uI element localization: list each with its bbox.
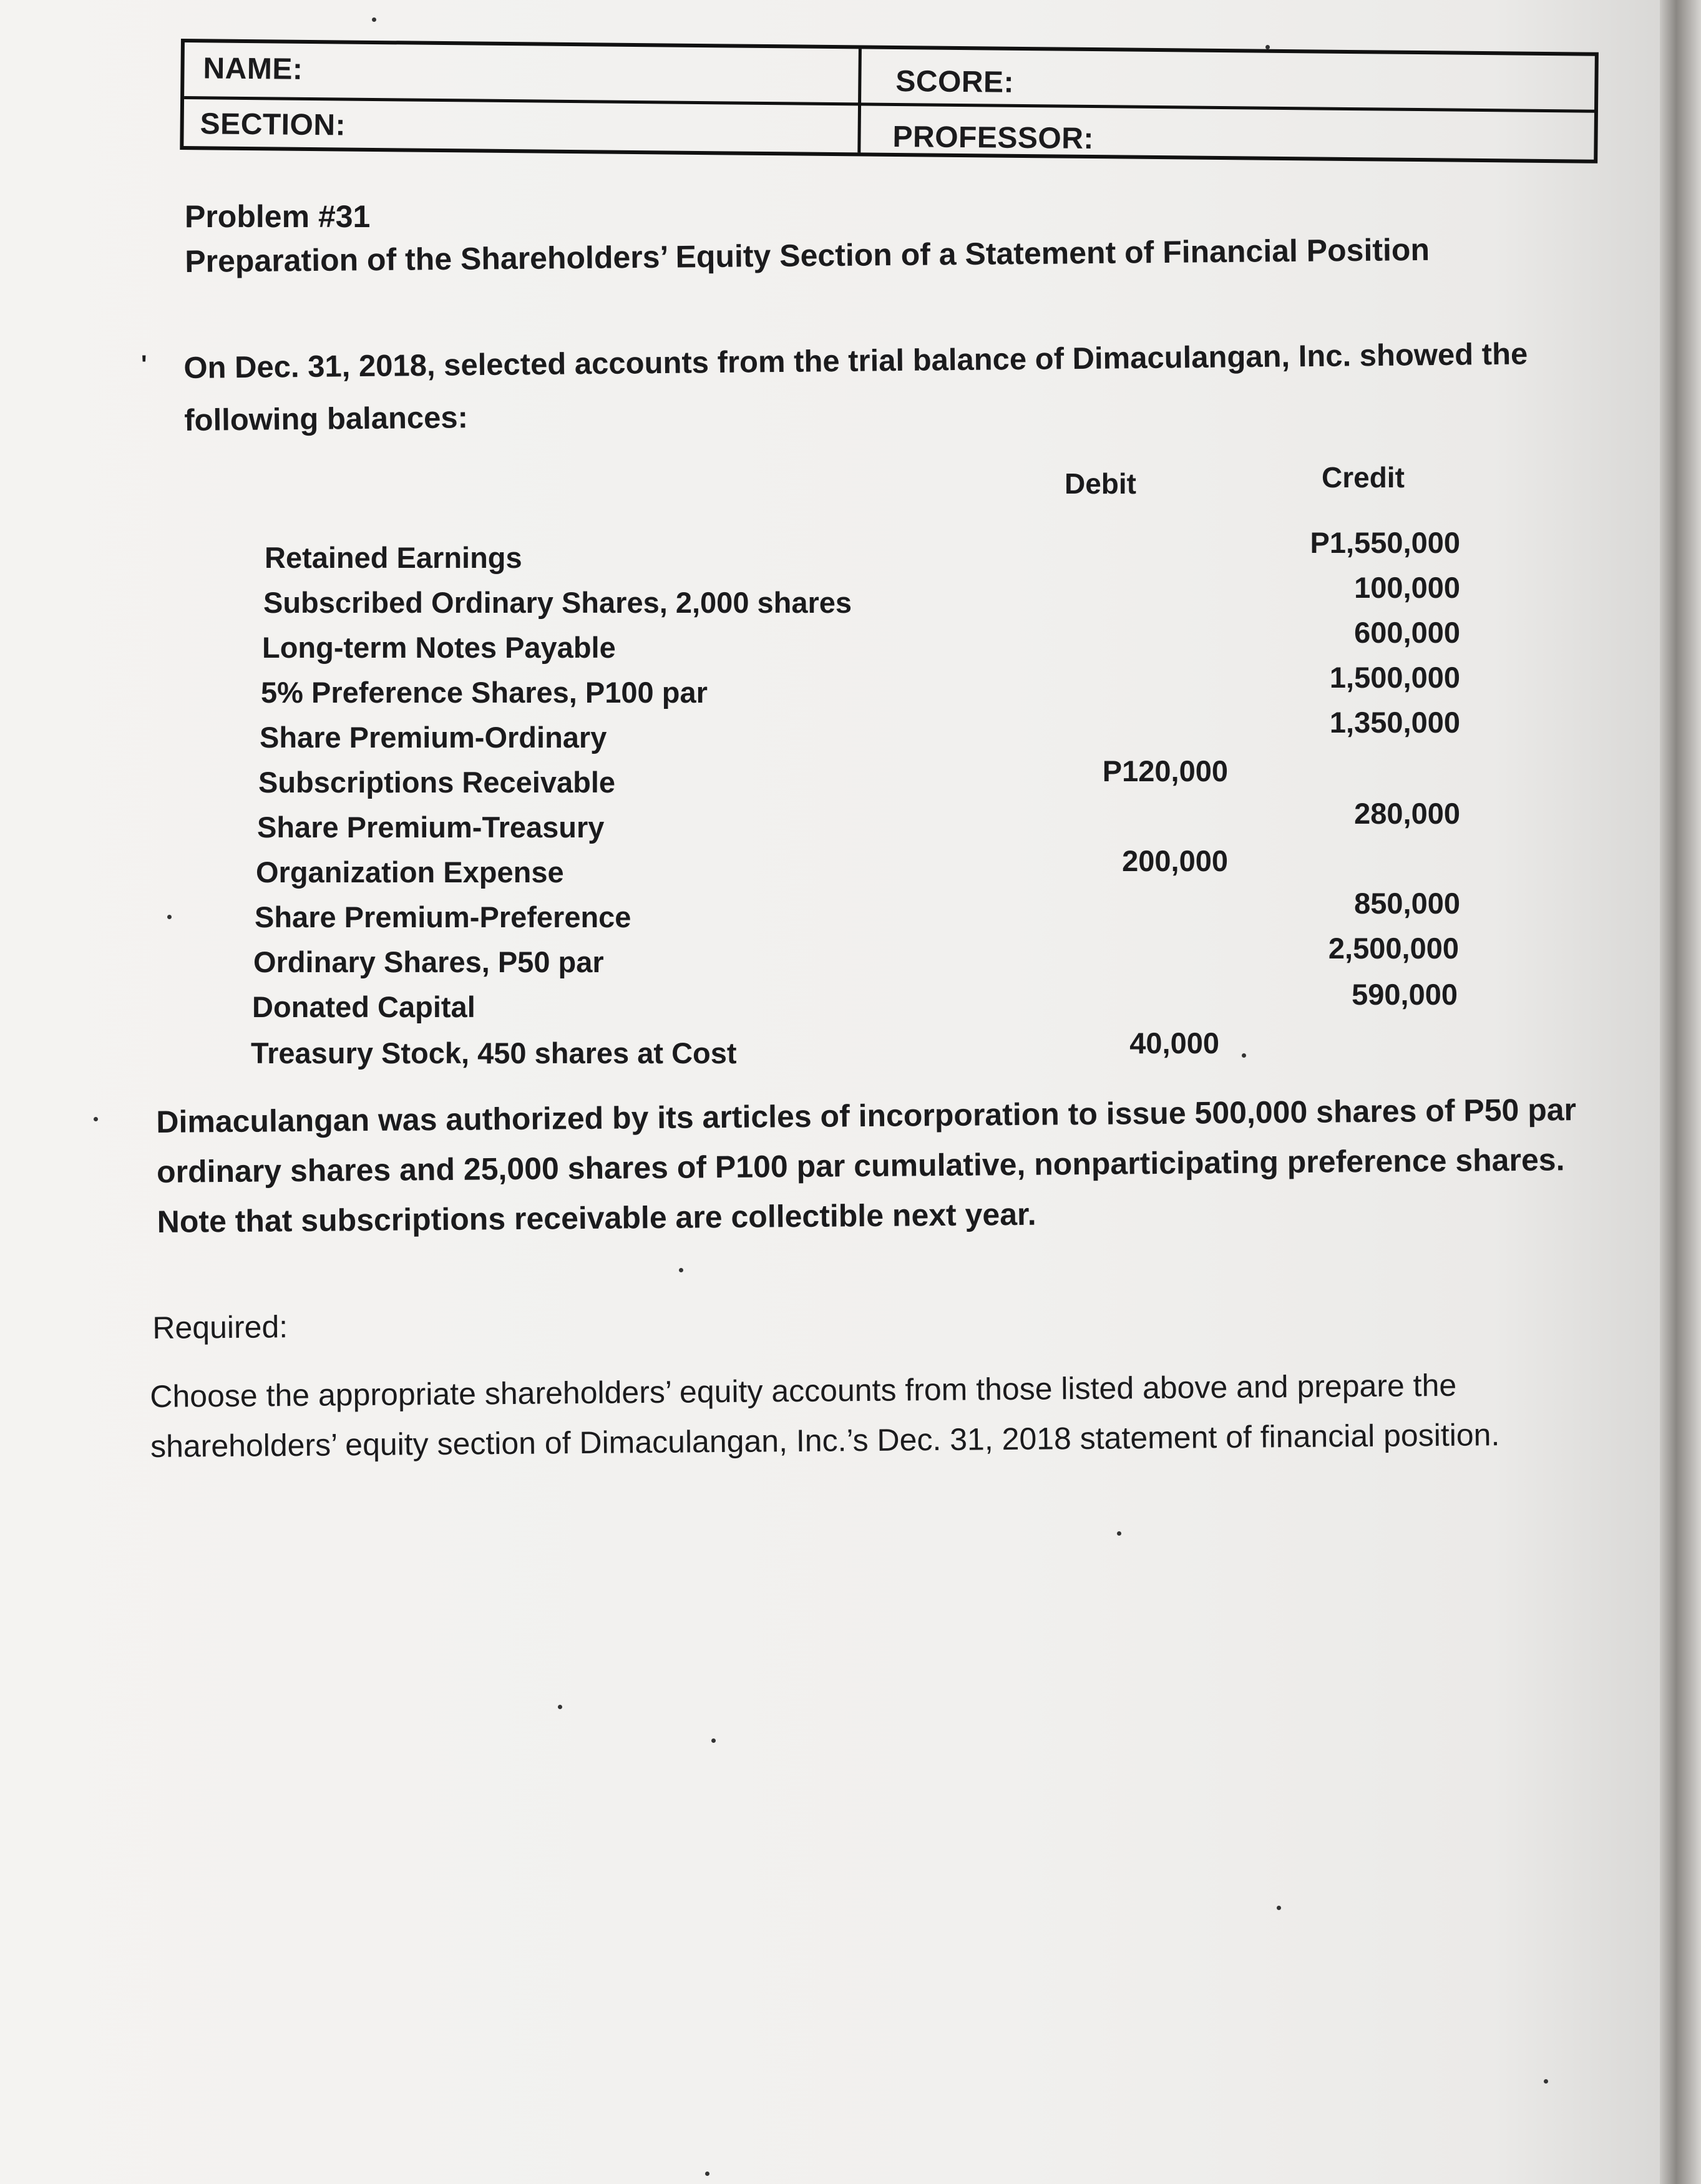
account-name: Share Premium-Preference bbox=[255, 900, 631, 934]
table-divider-horizontal bbox=[184, 96, 1594, 113]
authorization-paragraph: Dimaculangan was authorized by its articles of incorporation to issue 500,000 shares of P50 par ordinary shares and 25,000 shares of P100 par cumulative, nonparticipating preference shares. Note that subscriptions receivable are collectible next year. bbox=[156, 1092, 1577, 1239]
credit-amount: 280,000 bbox=[1354, 797, 1460, 830]
problem-title: Preparation of the Shareholders’ Equity Section of a Statement of Financial Position bbox=[185, 232, 1430, 279]
page-edge-shadow bbox=[1660, 0, 1701, 2184]
student-info-table bbox=[180, 39, 1599, 163]
paper-speck bbox=[1265, 45, 1270, 49]
account-name: Subscriptions Receivable bbox=[258, 766, 616, 799]
required-paragraph: Choose the appropriate shareholders’ equity accounts from those listed above and prepare the shareholders’ equity section of Dimaculangan, Inc.’s Dec. 31, 2018 statement of financial position. bbox=[150, 1367, 1500, 1464]
account-name: Treasury Stock, 450 shares at Cost bbox=[251, 1036, 737, 1070]
debit-amount: 40,000 bbox=[1129, 1026, 1219, 1060]
paper-speck bbox=[372, 17, 376, 22]
account-name: Ordinary Shares, P50 par bbox=[253, 945, 604, 978]
credit-amount: 1,350,000 bbox=[1329, 706, 1460, 739]
account-name: Share Premium-Ordinary bbox=[260, 721, 607, 754]
intro-paragraph: On Dec. 31, 2018, selected accounts from the trial balance of Dimaculangan, Inc. showed the following balances: bbox=[183, 337, 1528, 437]
paper-speck bbox=[679, 1268, 683, 1272]
account-name: Organization Expense bbox=[256, 856, 564, 889]
credit-amount: 100,000 bbox=[1354, 571, 1460, 604]
paper-speck bbox=[1544, 2079, 1548, 2084]
problem-number: Problem #31 bbox=[185, 199, 371, 234]
debit-column-header: Debit bbox=[1065, 467, 1136, 500]
professor-label: PROFESSOR: bbox=[892, 120, 1094, 156]
account-name: 5% Preference Shares, P100 par bbox=[261, 676, 708, 709]
account-name: Retained Earnings bbox=[265, 541, 522, 574]
name-label: NAME: bbox=[203, 52, 303, 86]
paper-speck bbox=[705, 2172, 709, 2176]
score-label: SCORE: bbox=[895, 64, 1015, 99]
credit-amount: 2,500,000 bbox=[1328, 932, 1459, 965]
paper-speck bbox=[1277, 1906, 1281, 1910]
account-name: Long-term Notes Payable bbox=[262, 631, 616, 664]
table-divider-vertical bbox=[857, 49, 862, 152]
credit-amount: P1,550,000 bbox=[1310, 526, 1460, 559]
account-name: Donated Capital bbox=[252, 990, 475, 1023]
credit-amount: 600,000 bbox=[1354, 616, 1460, 649]
paper-speck bbox=[558, 1705, 562, 1709]
account-name: Share Premium-Treasury bbox=[257, 811, 605, 844]
paper-speck bbox=[711, 1738, 716, 1743]
debit-amount: 200,000 bbox=[1122, 844, 1228, 877]
paper-speck bbox=[94, 1117, 98, 1121]
credit-column-header: Credit bbox=[1322, 461, 1405, 494]
credit-amount: 850,000 bbox=[1354, 887, 1460, 920]
section-label: SECTION: bbox=[200, 107, 346, 142]
required-heading: Required: bbox=[152, 1309, 288, 1345]
account-name: Subscribed Ordinary Shares, 2,000 shares bbox=[263, 586, 852, 619]
paper-speck bbox=[1117, 1531, 1121, 1536]
paper-speck bbox=[1242, 1053, 1246, 1058]
problem-heading bbox=[185, 198, 1557, 280]
credit-amount: 1,500,000 bbox=[1329, 661, 1460, 694]
margin-tick-mark: ' bbox=[141, 351, 147, 378]
credit-amount: 590,000 bbox=[1352, 978, 1458, 1011]
paper-speck bbox=[167, 915, 172, 919]
debit-amount: P120,000 bbox=[1102, 754, 1228, 787]
